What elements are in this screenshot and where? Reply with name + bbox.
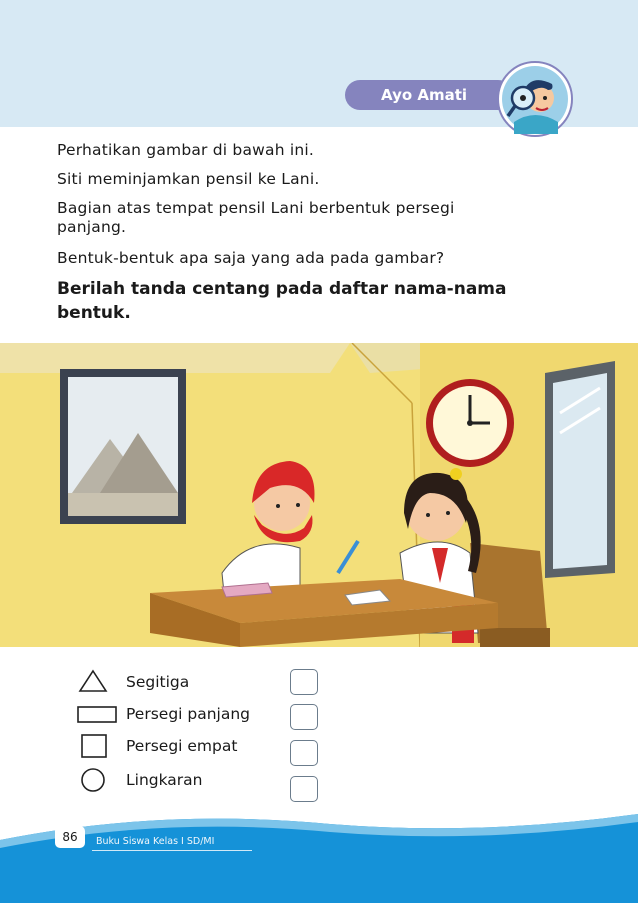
shape-label-lingkaran: Lingkaran xyxy=(126,771,203,789)
page-number: 86 xyxy=(55,826,85,848)
window xyxy=(545,361,615,578)
shape-label-persegi-panjang: Persegi panjang xyxy=(126,705,251,723)
checkbox-segitiga[interactable] xyxy=(290,669,318,695)
circle-icon xyxy=(80,767,110,793)
checkbox-lingkaran[interactable] xyxy=(290,776,318,802)
square-icon xyxy=(80,733,110,759)
mascot-magnifier-icon xyxy=(496,60,574,138)
footer-wave xyxy=(0,800,638,903)
section-badge: Ayo Amati xyxy=(345,80,513,110)
checkbox-persegi-empat[interactable] xyxy=(290,740,318,766)
list-item xyxy=(78,699,378,731)
instruction-line-1: Berilah tanda centang pada daftar nama-nama xyxy=(57,279,507,299)
shape-label-persegi-empat: Persegi empat xyxy=(126,737,238,755)
list-item xyxy=(78,667,378,699)
footer-divider xyxy=(92,850,252,851)
book-title: Buku Siswa Kelas I SD/MI xyxy=(96,836,215,847)
paragraph-2: Siti meminjamkan pensil ke Lani. xyxy=(57,170,320,188)
paragraph-4: Bentuk-bentuk apa saja yang ada pada gambar? xyxy=(57,249,445,267)
paragraph-1: Perhatikan gambar di bawah ini. xyxy=(57,141,315,159)
paragraph-3-cont: panjang. xyxy=(57,218,127,236)
classroom-illustration xyxy=(0,343,638,647)
mountain-painting xyxy=(60,369,186,524)
checkbox-persegi-panjang[interactable] xyxy=(290,704,318,730)
rectangle-icon xyxy=(77,701,117,727)
list-item xyxy=(78,731,378,763)
triangle-icon xyxy=(78,669,108,695)
instruction-line-2: bentuk. xyxy=(57,303,131,323)
list-item xyxy=(78,765,378,797)
wall-clock-icon xyxy=(426,379,514,467)
reading-text xyxy=(57,140,602,325)
paragraph-3: Bagian atas tempat pensil Lani berbentuk persegi xyxy=(57,199,455,217)
shape-label-segitiga: Segitiga xyxy=(126,673,190,691)
